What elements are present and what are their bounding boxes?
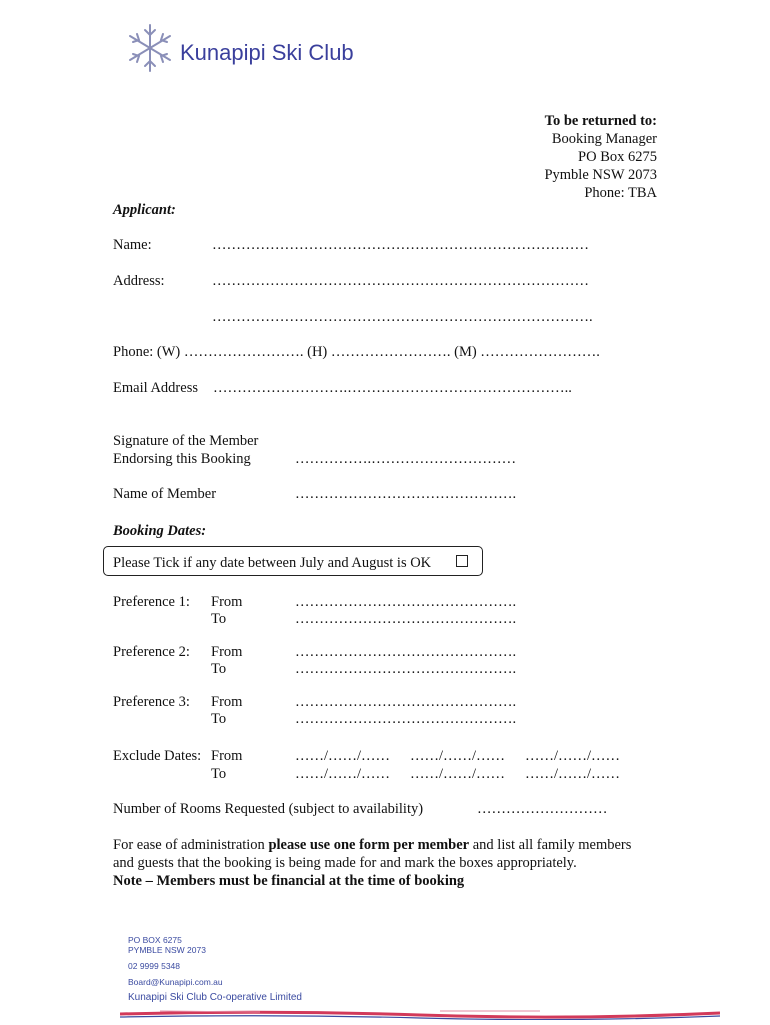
note-text-end: and list all family members	[469, 837, 632, 853]
footer-stripe	[120, 1008, 720, 1020]
return-heading: To be returned to:	[544, 113, 657, 129]
member-name-field[interactable]: ……………………………………….	[295, 486, 517, 502]
footer-po-box: PO BOX 6275	[128, 935, 182, 945]
exclude-dates-label: Exclude Dates:	[113, 748, 202, 764]
rooms-field[interactable]: ………………………	[477, 801, 608, 817]
from-label: From	[211, 748, 243, 764]
return-line-4: Phone: TBA	[584, 185, 657, 201]
return-line-1: Booking Manager	[551, 131, 657, 147]
rooms-label: Number of Rooms Requested (subject to availability)	[113, 801, 424, 817]
to-label: To	[211, 766, 227, 782]
preference-1-label: Preference 1:	[113, 594, 190, 610]
pref-1-from-field[interactable]: ……………………………………….	[295, 594, 517, 610]
to-label: To	[211, 661, 227, 677]
exclude-to-field-1[interactable]: ……/……/……	[295, 766, 391, 782]
preference-2-label: Preference 2:	[113, 644, 190, 660]
pref-2-to-field[interactable]: ……………………………………….	[295, 661, 517, 677]
name-field[interactable]: ……………………………………………………………………	[212, 237, 589, 253]
exclude-to-field-3[interactable]: ……/……/……	[525, 766, 621, 782]
return-line-2: PO Box 6275	[578, 149, 657, 165]
exclude-from-field-3[interactable]: ……/……/……	[525, 748, 621, 764]
from-label: From	[211, 594, 243, 610]
signature-label-1: Signature of the Member	[113, 433, 259, 449]
to-label: To	[211, 711, 227, 727]
applicant-heading: Applicant:	[113, 202, 176, 218]
note-text: For ease of administration	[113, 837, 269, 853]
exclude-from-field-2[interactable]: ……/……/……	[410, 748, 506, 764]
email-field[interactable]: ……………………….………………………………………..	[213, 380, 572, 396]
name-label: Name:	[113, 237, 152, 253]
from-label: From	[211, 694, 243, 710]
address-field-2[interactable]: …………………………………………………………………….	[212, 309, 593, 325]
phone-field[interactable]: Phone: (W) ……………………. (H) ……………………. (M) …………………….	[113, 344, 600, 360]
address-field-1[interactable]: ……………………………………………………………………	[212, 273, 589, 289]
exclude-from-field-1[interactable]: ……/……/……	[295, 748, 391, 764]
july-august-checkbox[interactable]	[456, 555, 468, 567]
pref-1-to-field[interactable]: ……………………………………….	[295, 611, 517, 627]
footer-email: Board@Kunapipi.com.au	[128, 977, 223, 987]
tick-text: Please Tick if any date between July and August is OK	[113, 555, 432, 571]
pref-3-from-field[interactable]: ……………………………………….	[295, 694, 517, 710]
preference-3-label: Preference 3:	[113, 694, 190, 710]
from-label: From	[211, 644, 243, 660]
return-line-3: Pymble NSW 2073	[544, 167, 657, 183]
note-emphasis: please use one form per member	[268, 837, 470, 853]
signature-label-2: Endorsing this Booking	[113, 451, 251, 467]
snowflake-logo-icon	[127, 22, 173, 74]
footer-suburb: PYMBLE NSW 2073	[128, 945, 206, 955]
financial-note: Note – Members must be financial at the time of booking	[113, 873, 465, 889]
booking-dates-heading: Booking Dates:	[113, 523, 207, 539]
email-label: Email Address	[113, 380, 198, 396]
signature-field[interactable]: …………….…………………………	[295, 451, 517, 467]
exclude-to-field-2[interactable]: ……/……/……	[410, 766, 506, 782]
footer-phone: 02 9999 5348	[128, 961, 180, 971]
club-name: Kunapipi Ski Club	[180, 40, 354, 65]
member-name-label: Name of Member	[113, 486, 217, 502]
pref-2-from-field[interactable]: ……………………………………….	[295, 644, 517, 660]
note-paragraph-1	[113, 837, 631, 854]
note-paragraph-2: and guests that the booking is being made for and mark the boxes appropriately.	[113, 855, 577, 871]
pref-3-to-field[interactable]: ……………………………………….	[295, 711, 517, 727]
address-label: Address:	[113, 273, 165, 289]
footer-company: Kunapipi Ski Club Co-operative Limited	[128, 992, 302, 1003]
to-label: To	[211, 611, 227, 627]
